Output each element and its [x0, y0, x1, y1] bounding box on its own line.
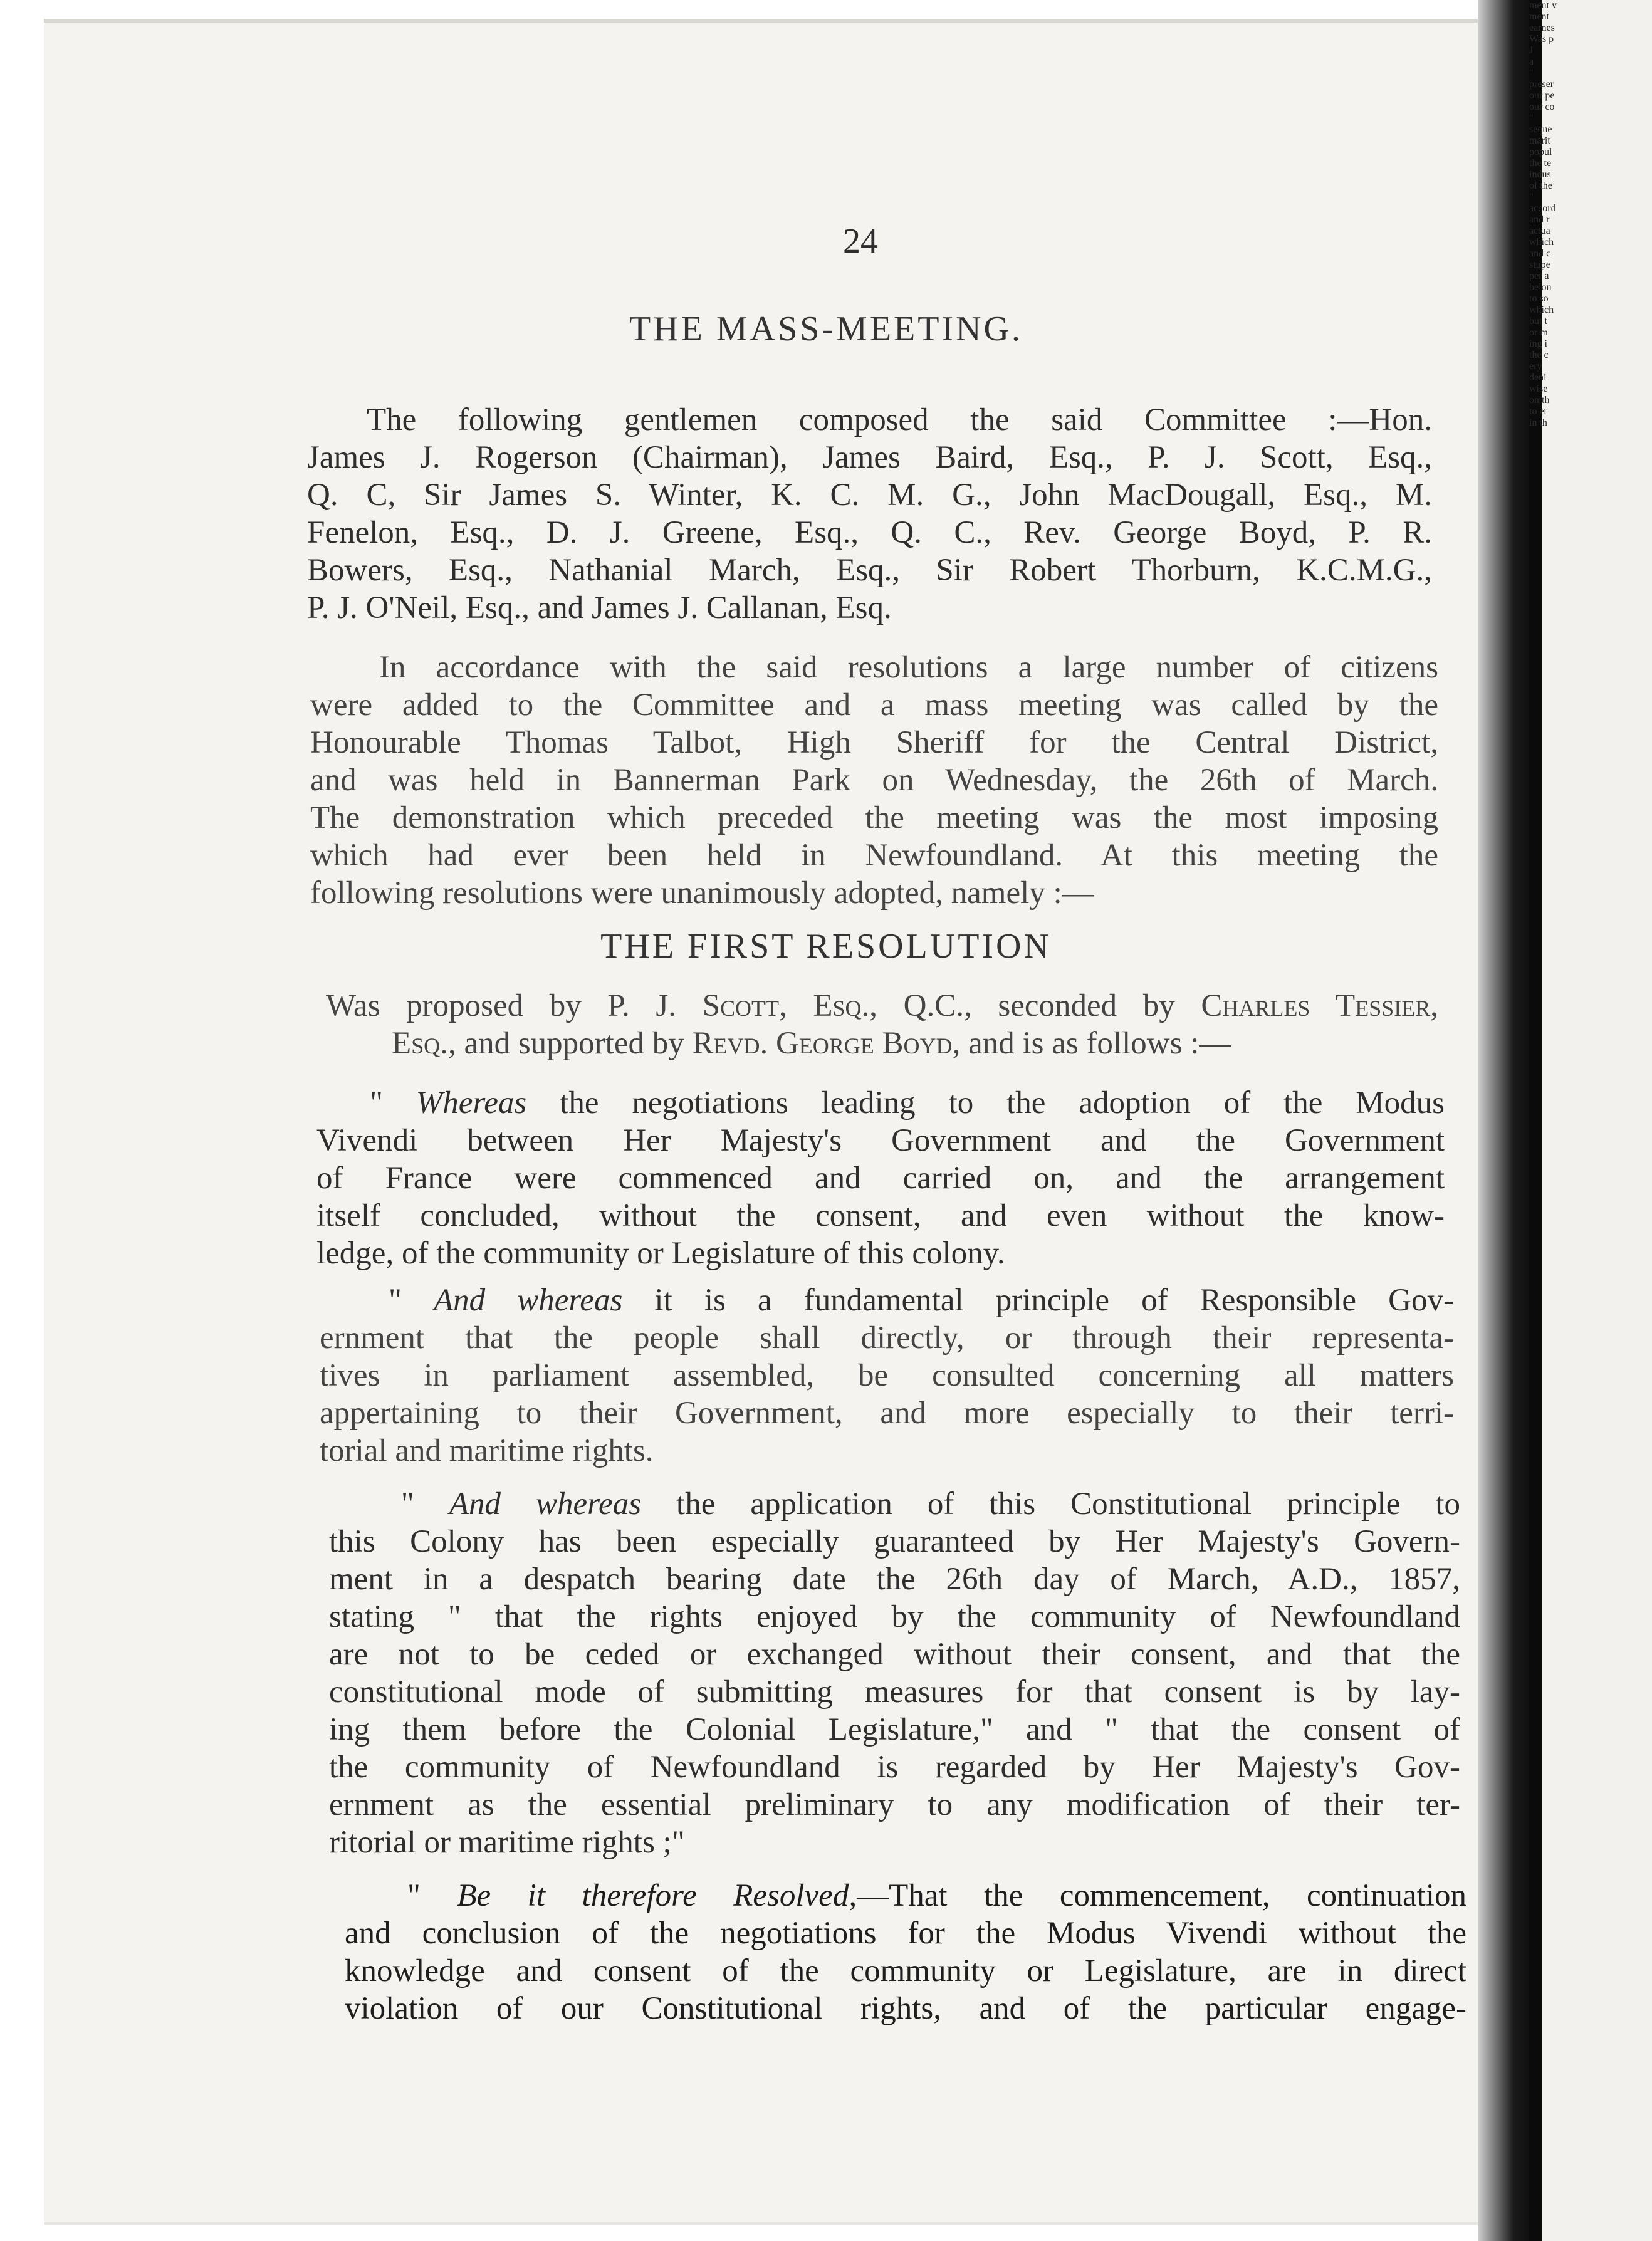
committee-line-2: James J. Rogerson (Chairman), James Baird, Esq., P. J. Scott, Esq., — [307, 440, 1432, 475]
facing-page-text — [1529, 0, 1652, 2241]
seconder-name: Charles Tessier, — [1201, 988, 1438, 1023]
facing-line: accord — [1529, 203, 1556, 214]
clause-text: —That the commencement, continuation — [857, 1878, 1466, 1913]
facing-line: actua — [1529, 226, 1550, 236]
committee-line-5: Bowers, Esq., Nathanial March, Esq., Sir Robert Thorburn, K.C.M.G., — [307, 553, 1432, 588]
accordance-line-4: and was held in Bannerman Park on Wednesday, the 26th of March. — [310, 763, 1438, 798]
facing-line: earnes — [1529, 23, 1555, 33]
proposal-line-1 — [326, 987, 1438, 1025]
facing-line: J — [1529, 45, 1534, 56]
facing-line: stupe — [1529, 259, 1550, 270]
resolved-line-2: and conclusion of the negotiations for the Modus Vivendi without the — [345, 1916, 1466, 1951]
whereas-1-line-4: itself concluded, without the consent, and even without the know- — [316, 1198, 1445, 1233]
facing-line: and r — [1529, 214, 1550, 225]
facing-line: per a — [1529, 271, 1549, 281]
facing-line: but t — [1529, 316, 1547, 326]
facing-line: the c — [1529, 350, 1549, 360]
facing-line: wise — [1529, 384, 1548, 394]
proposal-text: , and is as follows :— — [952, 1026, 1231, 1061]
accordance-line-6: which had ever been held in Newfoundland. At this meeting the — [310, 838, 1438, 873]
proposal-text: Was proposed by — [326, 988, 608, 1023]
whereas-1-line-2: Vivendi between Her Majesty's Government and the Government — [316, 1123, 1445, 1158]
whereas-keyword: And whereas — [449, 1486, 642, 1522]
proposer-name: P. J. Scott, Esq. — [607, 988, 870, 1023]
facing-line: " — [1529, 113, 1534, 123]
quote-mark: " — [401, 1486, 449, 1522]
facing-line: to er — [1529, 406, 1547, 417]
facing-line: Was p — [1529, 34, 1554, 44]
facing-line: ment — [1529, 11, 1549, 22]
resolved-line-4: violation of our Constitutional rights, and of the particular engage- — [345, 1991, 1466, 2026]
accordance-line-5: The demonstration which preceded the meeting was the most imposing — [310, 800, 1438, 835]
resolved-keyword: Be it therefore Resolved, — [457, 1878, 857, 1913]
facing-line: the te — [1529, 158, 1552, 169]
whereas-keyword: Whereas — [416, 1085, 527, 1120]
facing-line: and c — [1529, 248, 1551, 259]
facing-line: seque — [1529, 124, 1552, 135]
committee-line-6: P. J. O'Neil, Esq., and James J. Callanan, Esq. — [307, 590, 892, 625]
whereas-2-line-1 — [389, 1282, 1454, 1319]
whereas-3-line-10: ritorial or maritime rights ;" — [329, 1825, 685, 1860]
resolved-line-1 — [407, 1877, 1466, 1915]
whereas-3-line-2: this Colony has been especially guaranteed by Her Majesty's Govern- — [329, 1524, 1460, 1559]
facing-line: or m — [1529, 327, 1548, 338]
facing-line: belon — [1529, 282, 1552, 293]
facing-line: deni — [1529, 372, 1547, 383]
whereas-3-line-7: ing them before the Colonial Legislature," and " that the consent of — [329, 1712, 1460, 1747]
proposal-text: , Q.C., seconded by — [869, 988, 1201, 1023]
whereas-3-line-4: stating " that the rights enjoyed by the community of Newfoundland — [329, 1599, 1460, 1634]
whereas-3-line-9: ernment as the essential preliminary to any modification of their ter- — [329, 1787, 1460, 1822]
facing-line: in th — [1529, 417, 1547, 428]
facing-line: our pe — [1529, 90, 1555, 101]
facing-line: a — [1529, 56, 1534, 67]
whereas-1-line-3: of France were commenced and carried on, and the arrangement — [316, 1161, 1445, 1196]
facing-line: which — [1529, 237, 1554, 248]
whereas-3-line-8: the community of Newfoundland is regarded by Her Majesty's Gov- — [329, 1750, 1460, 1785]
facing-line: " — [1529, 68, 1534, 78]
accordance-line-7: following resolutions were unanimously adopted, namely :— — [310, 875, 1094, 911]
facing-line: " — [1529, 192, 1534, 202]
clause-text: the negotiations leading to the adoption of the Modus — [526, 1085, 1445, 1120]
whereas-2-line-2: ernment that the people shall directly, or through their representa- — [320, 1320, 1454, 1356]
committee-line-4: Fenelon, Esq., D. J. Greene, Esq., Q. C., Rev. George Boyd, P. R. — [307, 515, 1432, 550]
page-number: 24 — [843, 222, 878, 261]
facing-line: indus — [1529, 169, 1551, 180]
accordance-line-2: were added to the Committee and a mass meeting was called by the — [310, 687, 1438, 723]
accordance-line-3: Honourable Thomas Talbot, High Sheriff for the Central District, — [310, 725, 1438, 760]
facing-line: on th — [1529, 395, 1550, 405]
facing-line: ing i — [1529, 338, 1547, 349]
proposal-line-2 — [392, 1025, 1231, 1062]
accordance-line-1: In accordance with the said resolutions a large number of citizens — [379, 650, 1438, 685]
resolved-line-3: knowledge and consent of the community or Legislature, are in direct — [345, 1953, 1466, 1988]
facing-line: popul — [1529, 147, 1552, 157]
resolution-heading: THE FIRST RESOLUTION — [600, 927, 1052, 966]
supporter-name: Revd. George Boyd — [692, 1026, 953, 1061]
whereas-1-line-1 — [370, 1084, 1445, 1122]
quote-mark: " — [407, 1878, 457, 1913]
section-heading: THE MASS-MEETING. — [629, 310, 1023, 348]
facing-line: marit — [1529, 135, 1550, 146]
facing-line: which — [1529, 305, 1554, 315]
whereas-2-line-5: torial and maritime rights. — [320, 1433, 654, 1468]
quote-mark: " — [370, 1085, 416, 1120]
facing-line: preser — [1529, 79, 1554, 90]
whereas-3-line-3: ment in a despatch bearing date the 26th day of March, A.D., 1857, — [329, 1562, 1460, 1597]
quote-mark: " — [389, 1283, 434, 1318]
whereas-3-line-5: are not to be ceded or exchanged without their consent, and that the — [329, 1637, 1460, 1672]
committee-line-1: The following gentlemen composed the said Committee :—Hon. — [367, 402, 1432, 437]
whereas-1-line-5: ledge, of the community or Legislature of this colony. — [316, 1236, 1005, 1271]
facing-line: ment v — [1529, 0, 1557, 11]
whereas-keyword: And whereas — [433, 1283, 623, 1318]
committee-line-3: Q. C, Sir James S. Winter, K. C. M. G., John MacDougall, Esq., M. — [307, 478, 1432, 513]
seconder-title: Esq. — [392, 1026, 448, 1061]
proposal-text: , and supported by — [447, 1026, 693, 1061]
whereas-3-line-6: constitutional mode of submitting measures for that consent is by lay- — [329, 1674, 1460, 1710]
facing-line: our co — [1529, 102, 1555, 112]
whereas-2-line-3: tives in parliament assembled, be consulted concerning all matters — [320, 1358, 1454, 1393]
whereas-2-line-4: appertaining to their Government, and more especially to their terri- — [320, 1396, 1454, 1431]
clause-text: it is a fundamental principle of Responsible Gov- — [622, 1283, 1454, 1318]
facing-line: of the — [1529, 180, 1552, 191]
whereas-3-line-1 — [401, 1485, 1460, 1523]
facing-line: to so — [1529, 293, 1549, 304]
facing-line: ery — [1529, 361, 1542, 372]
clause-text: the application of this Constitutional principle to — [641, 1486, 1460, 1522]
